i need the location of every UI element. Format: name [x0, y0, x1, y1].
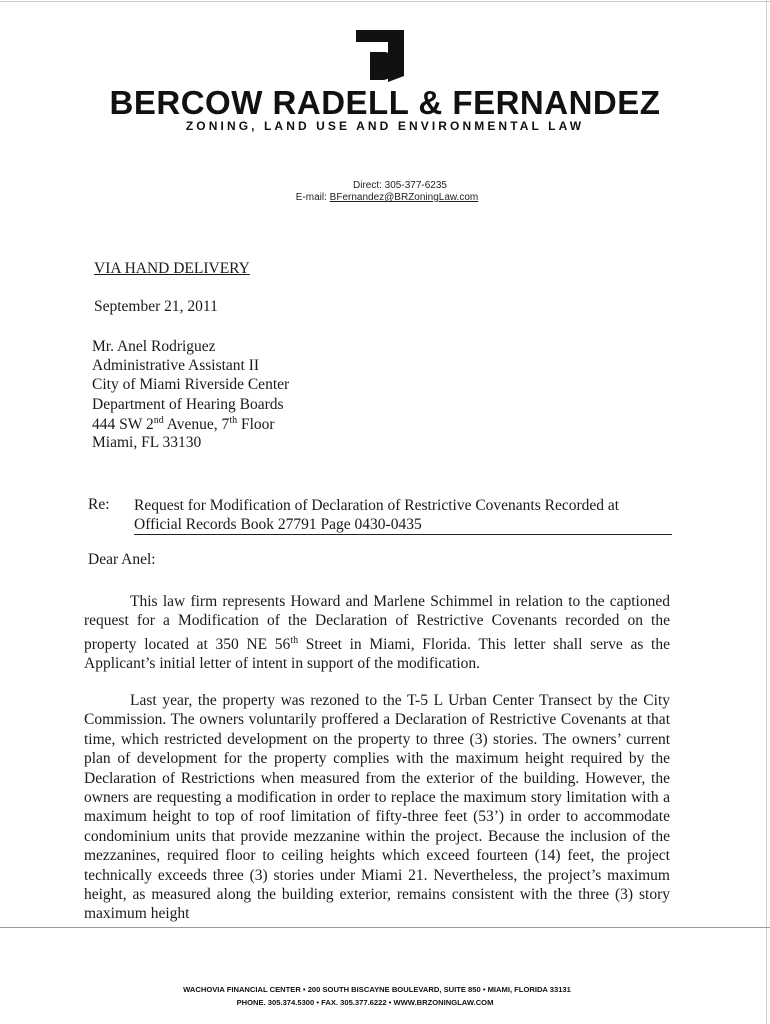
re-label: Re: — [88, 496, 110, 513]
footer-contact: PHONE. 305.374.5300 • FAX. 305.377.6222 • WWW.BRZONINGLAW.COM — [236, 998, 494, 1007]
recipient-dept: Department of Hearing Boards — [92, 396, 284, 413]
recipient-org: City of Miami Riverside Center — [92, 376, 290, 393]
letter-date: September 21, 2011 — [94, 298, 218, 315]
paragraph-2: Last year, the property was rezoned to the T-5 L Urban Center Transect by the City Commission. The owners voluntarily proffered a Declaration of Restrictive Covenants at that time, which restricted development on the property to three (3) stories. The owners’ current plan of development for the property complies with the maximum height required by the Declaration of Restrictions when measured from the exterior of the building. However, the owners are requesting a modification in order to replace the maximum story limitation with a maximum height to top of roof limitation of fifty-three feet (53’) in order to accommodate condominium units that provide mezzanine within the project. Because the inclusion of the mezzanines, required floor to ceiling heights which exceed fourteen (14) feet, the project technically exceeds three (3) stories under Miami 21. Nevertheless, the project’s maximum height, as measured along the building exterior, remains consistent with the three (3) story maximum height — [84, 692, 670, 923]
footer-address: WACHOVIA FINANCIAL CENTER • 200 SOUTH BISCAYNE BOULEVARD, SUITE 850 • MIAMI, FLORIDA 33131 — [183, 985, 571, 994]
re-line-2: Official Records Book 27791 Page 0430-0435 — [134, 516, 422, 533]
paragraph-1: This law firm represents Howard and Marlene Schimmel in relation to the captioned request for a Modification of the Declaration of Restrictive Covenants recorded on the property located at 350 NE 56th Street in Miami, Florida. This letter shall serve as the Applicant’s initial letter of intent in support of the modification. — [84, 593, 670, 673]
email-line — [0, 192, 770, 203]
page-divider — [0, 927, 770, 928]
recipient-street: 444 SW 2nd Avenue, 7th Floor — [92, 415, 275, 434]
salutation: Dear Anel: — [88, 551, 156, 568]
recipient-city: Miami, FL 33130 — [92, 434, 202, 451]
re-underline — [134, 534, 672, 535]
re-line-1: Request for Modification of Declaration of Restrictive Covenants Recorded at — [134, 497, 620, 514]
recipient-title: Administrative Assistant II — [92, 357, 260, 374]
direct-phone: Direct: 305-377-6235 — [353, 180, 447, 191]
firm-logo-icon — [354, 30, 416, 82]
page-border-right — [766, 0, 767, 1024]
page-border-top — [0, 1, 770, 2]
firm-name: BERCOW RADELL & FERNANDEZ — [109, 84, 661, 121]
firm-tagline: ZONING, LAND USE AND ENVIRONMENTAL LAW — [185, 119, 585, 133]
email-link[interactable]: BFernandez@BRZoningLaw.com — [329, 192, 479, 203]
re-subject — [134, 496, 674, 534]
delivery-method: VIA HAND DELIVERY — [94, 260, 250, 277]
recipient-name: Mr. Anel Rodriguez — [92, 338, 216, 355]
email-label: E-mail: — [295, 192, 330, 203]
